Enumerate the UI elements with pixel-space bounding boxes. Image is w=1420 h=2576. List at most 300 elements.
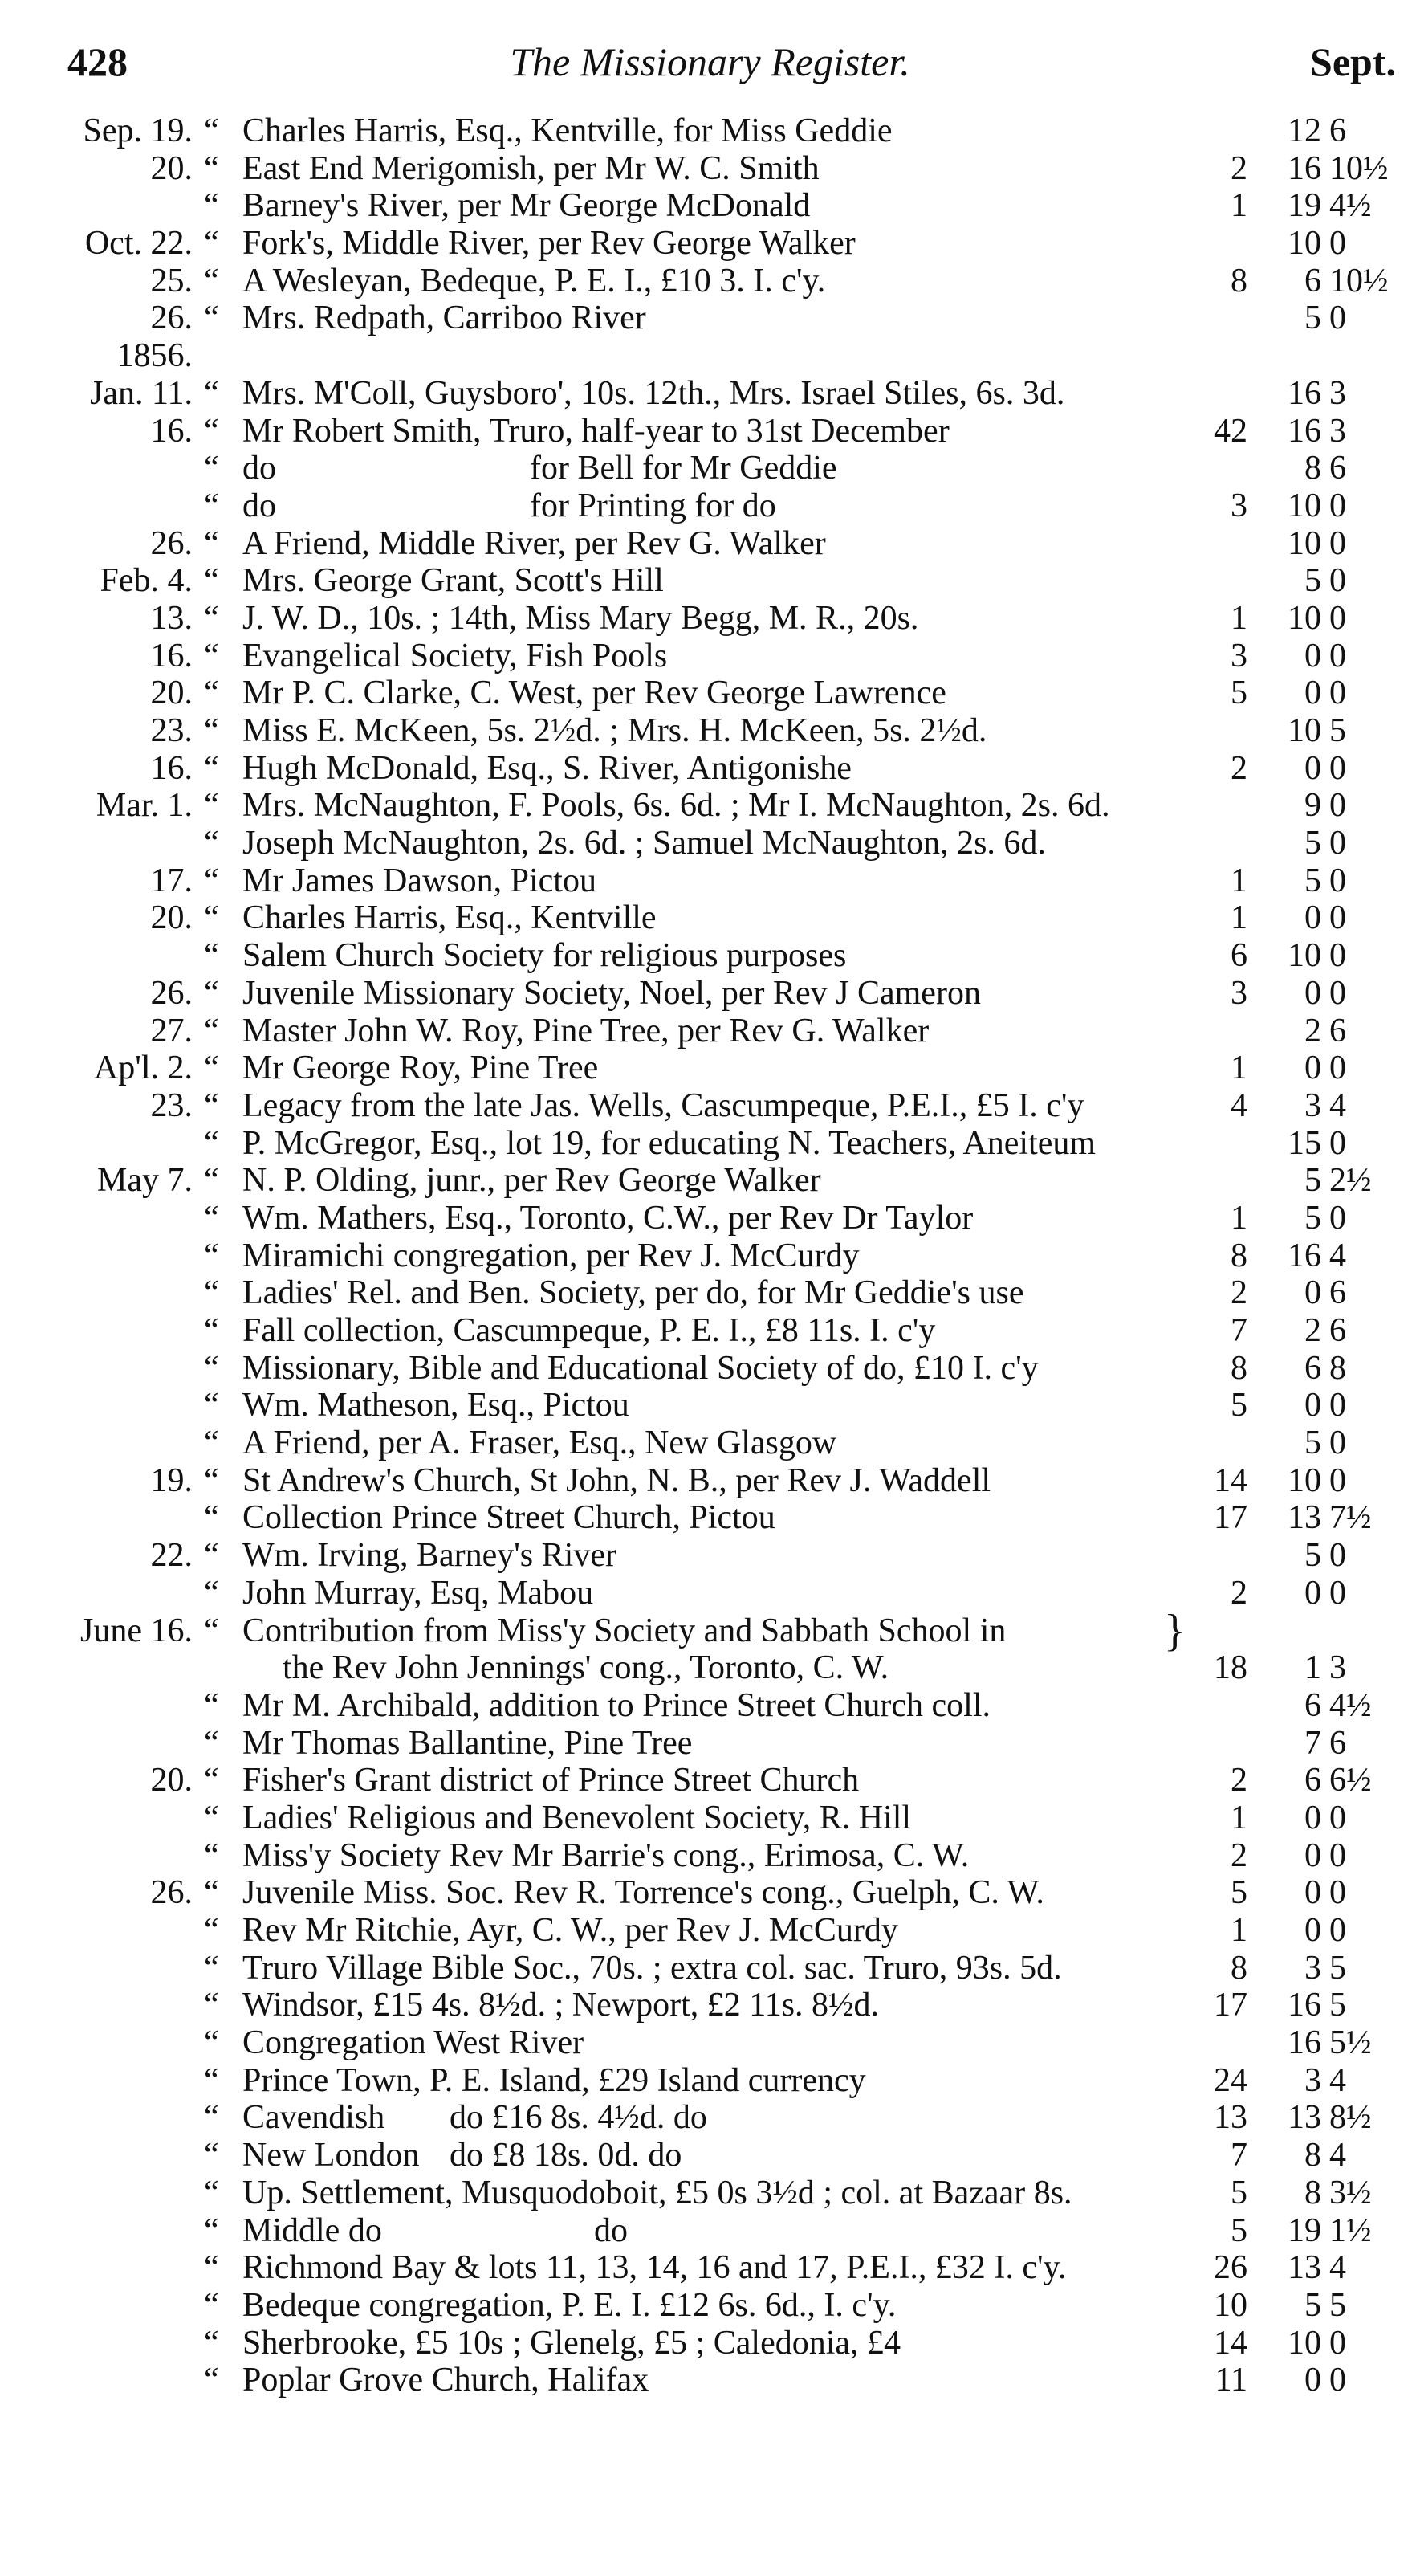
entry-date: 20. [150,675,193,712]
amount-pence: 6 [1329,1312,1346,1349]
amount-pence: 0 [1329,1836,1346,1874]
amount-pounds: 5 [1231,675,1247,712]
amount-pounds: 13 [1214,2099,1247,2137]
ditto-mark: “ [204,1237,219,1274]
ditto-mark: “ [204,862,219,899]
amount-pence: 5 [1329,1987,1346,2024]
amount-shillings: 15 [1288,1124,1321,1162]
ledger-row [0,225,1420,263]
amount-pounds: 2 [1231,149,1247,187]
entry-description: Charles Harris, Esq., Kentville, for Miss Geddie [242,112,893,149]
ledger-row [0,1725,1420,1763]
amount-shillings: 10 [1288,599,1321,637]
amount-pence: 10½ [1329,262,1389,300]
entry-description: East End Merigomish, per Mr W. C. Smith [242,149,820,187]
amount-pence: 0 [1329,749,1346,787]
ledger-row [0,1387,1420,1425]
entry-date: 26. [150,974,193,1012]
amount-shillings: 0 [1304,1799,1321,1836]
entry-description: Richmond Bay & lots 11, 13, 14, 16 and 17, P.E.I., £32 I. c'y. [242,2249,1067,2287]
amount-pounds: 1 [1231,1050,1247,1087]
amount-shillings: 0 [1304,1836,1321,1874]
ledger-row [0,2212,1420,2250]
ledger-row [0,1800,1420,1837]
amount-pounds: 3 [1231,974,1247,1012]
amount-shillings: 0 [1304,1874,1321,1912]
entry-description: Mrs. Redpath, Carriboo River [242,300,646,337]
ditto-mark: “ [204,412,219,450]
entry-date: Sep. 19. [83,112,193,149]
ditto-mark: “ [204,637,219,675]
ledger-row [0,2325,1420,2362]
amount-pence: 0 [1329,300,1346,337]
amount-pence: 0 [1329,1199,1346,1237]
ledger-row [0,1462,1420,1500]
amount-pence: 0 [1329,825,1346,862]
amount-shillings: 16 [1288,1987,1321,2024]
amount-pounds: 17 [1214,1499,1247,1537]
entry-description: Charles Harris, Esq., Kentville [242,899,657,937]
entry-description: N. P. Olding, junr., per Rev George Walker [242,1162,821,1200]
ditto-mark: “ [204,1124,219,1162]
entry-description: Barney's River, per Mr George McDonald [242,187,811,225]
amount-pence: 3 [1329,1649,1346,1687]
amount-pence: 6 [1329,450,1346,487]
ditto-mark: “ [204,562,219,600]
amount-shillings: 1 [1304,1649,1321,1687]
entry-description: Wm. Matheson, Esq., Pictou [242,1387,629,1425]
ditto-mark: “ [204,2249,219,2287]
running-title: The Missionary Register. [510,39,910,84]
ditto-mark: “ [204,787,219,825]
amount-pence: 5 [1329,712,1346,749]
entry-date: 22. [150,1537,193,1575]
amount-shillings: 0 [1304,675,1321,712]
ledger-row [0,1762,1420,1800]
amount-pence: 4½ [1329,1686,1372,1724]
amount-pounds: 3 [1231,637,1247,675]
amount-pounds: 4 [1231,1086,1247,1124]
contributions-ledger [0,112,1420,2399]
entry-description: Miramichi congregation, per Rev J. McCurdy [242,1237,860,1274]
ditto-mark: “ [204,262,219,300]
ledger-row [0,1837,1420,1875]
ledger-row [0,1649,1420,1687]
entry-description: Juvenile Miss. Soc. Rev R. Torrence's cong., Guelph, C. W. [242,1874,1044,1912]
amount-shillings: 16 [1288,149,1321,187]
amount-pounds: 14 [1214,2324,1247,2362]
amount-shillings: 5 [1304,825,1321,862]
amount-shillings: 5 [1304,2286,1321,2324]
amount-pounds: 18 [1214,1649,1247,1687]
entry-description: Joseph McNaughton, 2s. 6d. ; Samuel McNaughton, 2s. 6d. [242,825,1046,862]
amount-pence: 6½ [1329,1762,1372,1800]
ledger-row [0,1425,1420,1462]
ditto-mark: “ [204,487,219,524]
amount-shillings: 8 [1304,2137,1321,2175]
amount-pence: 4 [1329,1237,1346,1274]
amount-pence: 0 [1329,487,1346,524]
entry-description: Contribution from Miss'y Society and Sabbath School in [242,1612,1007,1649]
amount-shillings: 13 [1288,1499,1321,1537]
entry-date: Mar. 1. [96,787,193,825]
ditto-mark: “ [204,1612,219,1649]
entry-description: Truro Village Bible Soc., 70s. ; extra col. sac. Truro, 93s. 5d. [242,1949,1062,1987]
amount-pence: 0 [1329,1537,1346,1575]
ditto-mark: “ [204,2137,219,2175]
amount-pence: 1½ [1329,2211,1372,2249]
brace-mark: } [1164,1605,1186,1656]
ledger-row [0,413,1420,450]
ledger-row [0,1350,1420,1388]
ditto-mark: “ [204,2211,219,2249]
amount-pounds: 2 [1231,1836,1247,1874]
entry-description: do [242,487,276,524]
amount-pence: 6 [1329,1724,1346,1762]
ditto-mark: “ [204,1762,219,1800]
ledger-row [0,263,1420,300]
entry-description-continued: do £16 8s. 4½d. do [450,2099,707,2137]
ledger-row [0,2287,1420,2325]
entry-description: Rev Mr Ritchie, Ayr, C. W., per Rev J. McCurdy [242,1912,898,1949]
ledger-row [0,750,1420,788]
ditto-mark: “ [204,225,219,263]
amount-pounds: 1 [1231,862,1247,899]
entry-date: 16. [150,637,193,675]
ditto-mark: “ [204,450,219,487]
amount-shillings: 0 [1304,637,1321,675]
amount-pounds: 1 [1231,1912,1247,1949]
entry-description: Evangelical Society, Fish Pools [242,637,668,675]
entry-description: Mr George Roy, Pine Tree [242,1050,599,1087]
entry-description: Fisher's Grant district of Prince Street Church [242,1762,860,1800]
amount-shillings: 10 [1288,524,1321,562]
amount-pence: 5 [1329,1949,1346,1987]
entry-date: 19. [150,1461,193,1499]
entry-date: 1856. [116,337,193,375]
entry-date: 26. [150,1874,193,1912]
amount-shillings: 0 [1304,2362,1321,2399]
amount-pence: 0 [1329,974,1346,1012]
entry-description-continued: for Bell for Mr Geddie [530,450,837,487]
ledger-row [0,562,1420,600]
entry-description: Mr Thomas Ballantine, Pine Tree [242,1724,693,1762]
entry-description: Middle do [242,2211,382,2249]
ditto-mark: “ [204,300,219,337]
amount-shillings: 16 [1288,1237,1321,1274]
amount-pence: 0 [1329,599,1346,637]
amount-shillings: 5 [1304,862,1321,899]
entry-description: Hugh McDonald, Esq., S. River, Antigonishe [242,749,852,787]
ledger-row [0,600,1420,638]
amount-pence: 3 [1329,374,1346,412]
entry-description: Collection Prince Street Church, Pictou [242,1499,775,1537]
amount-pounds: 8 [1231,262,1247,300]
amount-pounds: 5 [1231,1874,1247,1912]
amount-pounds: 1 [1231,1799,1247,1836]
amount-shillings: 8 [1304,2174,1321,2211]
ledger-row [0,1605,1420,1656]
ledger-row [0,1312,1420,1350]
entry-description: St Andrew's Church, St John, N. B., per Rev J. Waddell [242,1461,991,1499]
entry-description: Master John W. Roy, Pine Tree, per Rev G. Walker [242,1012,930,1050]
amount-pounds: 26 [1214,2249,1247,2287]
entry-description: Mr P. C. Clarke, C. West, per Rev George Lawrence [242,675,946,712]
ditto-mark: “ [204,599,219,637]
entry-date: 16. [150,412,193,450]
entry-date: Ap'l. 2. [93,1050,193,1087]
ledger-row [0,2249,1420,2287]
amount-pounds: 3 [1231,487,1247,524]
amount-shillings: 0 [1304,1912,1321,1949]
amount-pounds: 5 [1231,2174,1247,2211]
ditto-mark: “ [204,112,219,149]
amount-shillings: 19 [1288,187,1321,225]
amount-pence: 0 [1329,899,1346,937]
ledger-row [0,300,1420,337]
entry-description: Prince Town, P. E. Island, £29 Island currency [242,2061,866,2099]
ledger-row [0,975,1420,1013]
entry-description: Mr James Dawson, Pictou [242,862,596,899]
entry-description: A Friend, Middle River, per Rev G. Walker [242,524,826,562]
amount-shillings: 0 [1304,1050,1321,1087]
amount-pence: 4 [1329,2249,1346,2287]
amount-pounds: 2 [1231,749,1247,787]
entry-description: Congregation West River [242,2024,584,2062]
amount-pence: 3 [1329,412,1346,450]
ledger-row [0,1050,1420,1087]
entry-date: 25. [150,262,193,300]
amount-pounds: 7 [1231,1312,1247,1349]
amount-pence: 0 [1329,1874,1346,1912]
ledger-row [0,638,1420,675]
amount-pence: 0 [1329,937,1346,975]
entry-description: Wm. Irving, Barney's River [242,1537,616,1575]
entry-description: Miss E. McKeen, 5s. 2½d. ; Mrs. H. McKeen, 5s. 2½d. [242,712,987,749]
entry-description: do [242,450,276,487]
ledger-row [0,1987,1420,2024]
entry-description: Salem Church Society for religious purposes [242,937,847,975]
amount-pence: 0 [1329,562,1346,600]
ditto-mark: “ [204,524,219,562]
amount-pounds: 6 [1231,937,1247,975]
amount-pence: 4 [1329,2061,1346,2099]
ditto-mark: “ [204,937,219,975]
amount-shillings: 10 [1288,1461,1321,1499]
entry-description: J. W. D., 10s. ; 14th, Miss Mary Begg, M. R., 20s. [242,599,919,637]
amount-shillings: 13 [1288,2249,1321,2287]
entry-date: 27. [150,1012,193,1050]
ledger-row [0,450,1420,487]
amount-pounds: 11 [1215,2362,1247,2399]
entry-description: Mr M. Archibald, addition to Prince Street Church coll. [242,1686,991,1724]
ditto-mark: “ [204,2061,219,2099]
amount-pence: 4 [1329,1086,1346,1124]
ledger-row [0,150,1420,188]
amount-shillings: 3 [1304,1086,1321,1124]
amount-pence: 0 [1329,1461,1346,1499]
ledger-row [0,1013,1420,1050]
entry-description: Mr Robert Smith, Truro, half-year to 31st December [242,412,950,450]
entry-date: 13. [150,599,193,637]
ditto-mark: “ [204,1949,219,1987]
amount-pence: 3½ [1329,2174,1372,2211]
amount-pounds: 2 [1231,1762,1247,1800]
amount-shillings: 8 [1304,450,1321,487]
amount-shillings: 3 [1304,2061,1321,2099]
page-number: 428 [67,39,128,84]
amount-pence: 5 [1329,2286,1346,2324]
ledger-row [0,712,1420,750]
ditto-mark: “ [204,1499,219,1537]
entry-description: Cavendish [242,2099,385,2137]
entry-description: Windsor, £15 4s. 8½d. ; Newport, £2 11s. 8½d. [242,1987,880,2024]
entry-description: Wm. Mathers, Esq., Toronto, C.W., per Rev Dr Taylor [242,1199,974,1237]
amount-shillings: 7 [1304,1724,1321,1762]
entry-description: Missionary, Bible and Educational Society of do, £10 I. c'y [242,1349,1039,1387]
amount-shillings: 10 [1288,712,1321,749]
amount-shillings: 0 [1304,1387,1321,1425]
amount-pounds: 8 [1231,1349,1247,1387]
ledger-row [0,1499,1420,1537]
entry-date: June 16. [80,1612,193,1649]
ditto-mark: “ [204,1724,219,1762]
ledger-row [0,1200,1420,1237]
ditto-mark: “ [204,1874,219,1912]
amount-pounds: 42 [1214,412,1247,450]
entry-description: Up. Settlement, Musquodoboit, £5 0s 3½d ; col. at Bazaar 8s. [242,2174,1072,2211]
entry-date: 20. [150,1762,193,1800]
ledger-row [0,675,1420,712]
ditto-mark: “ [204,2362,219,2399]
ditto-mark: “ [204,1312,219,1349]
ledger-row [0,787,1420,825]
amount-pence: 0 [1329,1574,1346,1612]
entry-date: 16. [150,749,193,787]
entry-date: 17. [150,862,193,899]
amount-shillings: 5 [1304,1162,1321,1200]
amount-pounds: 1 [1231,899,1247,937]
entry-description: the Rev John Jennings' cong., Toronto, C. W. [283,1649,889,1687]
amount-shillings: 5 [1304,1425,1321,1462]
ditto-mark: “ [204,1050,219,1087]
entry-description: Mrs. George Grant, Scott's Hill [242,562,664,600]
entry-description: Bedeque congregation, P. E. I. £12 6s. 6d., I. c'y. [242,2286,897,2324]
amount-shillings: 0 [1304,1574,1321,1612]
amount-pence: 0 [1329,1050,1346,1087]
entry-description: Fall collection, Cascumpeque, P. E. I., £8 11s. I. c'y [242,1312,936,1349]
amount-pounds: 1 [1231,187,1247,225]
amount-pence: 6 [1329,1012,1346,1050]
entry-date: 20. [150,149,193,187]
entry-description: Fork's, Middle River, per Rev George Walker [242,225,856,263]
ditto-mark: “ [204,1987,219,2024]
amount-shillings: 13 [1288,2099,1321,2137]
amount-shillings: 10 [1288,2324,1321,2362]
ditto-mark: “ [204,1799,219,1836]
amount-shillings: 10 [1288,487,1321,524]
amount-pounds: 17 [1214,1987,1247,2024]
amount-shillings: 6 [1304,1686,1321,1724]
entry-description: New London [242,2137,420,2175]
amount-pence: 0 [1329,675,1346,712]
ledger-row [0,1912,1420,1950]
entry-description: Legacy from the late Jas. Wells, Cascumpeque, P.E.I., £5 I. c'y [242,1086,1084,1124]
ledger-row [0,862,1420,900]
entry-date: 23. [150,712,193,749]
ditto-mark: “ [204,825,219,862]
amount-shillings: 0 [1304,1274,1321,1312]
ledger-row [0,1087,1420,1125]
amount-pounds: 10 [1214,2286,1247,2324]
ditto-mark: “ [204,1349,219,1387]
amount-pence: 8 [1329,1349,1346,1387]
amount-pence: 7½ [1329,1499,1372,1537]
amount-pence: 0 [1329,2324,1346,2362]
ledger-row [0,2099,1420,2137]
amount-pence: 4½ [1329,187,1372,225]
entry-description-continued: for Printing for do [530,487,776,524]
amount-shillings: 6 [1304,1762,1321,1800]
amount-shillings: 2 [1304,1012,1321,1050]
ditto-mark: “ [204,1686,219,1724]
ledger-row [0,1162,1420,1200]
ledger-row [0,899,1420,937]
entry-description: Miss'y Society Rev Mr Barrie's cong., Erimosa, C. W. [242,1836,970,1874]
ditto-mark: “ [204,187,219,225]
entry-description: Poplar Grove Church, Halifax [242,2362,649,2399]
amount-shillings: 0 [1304,974,1321,1012]
amount-pence: 0 [1329,1425,1346,1462]
entry-date: 20. [150,899,193,937]
amount-shillings: 0 [1304,899,1321,937]
ledger-row [0,825,1420,862]
ledger-row [0,1687,1420,1725]
amount-pence: 0 [1329,637,1346,675]
entry-date: 26. [150,300,193,337]
amount-pounds: 8 [1231,1949,1247,1987]
ledger-row [0,937,1420,975]
entry-description: Mrs. M'Coll, Guysboro', 10s. 12th., Mrs. Israel Stiles, 6s. 3d. [242,374,1065,412]
entry-date: Feb. 4. [100,562,193,600]
ledger-row [0,1575,1420,1612]
ledger-row [0,187,1420,225]
ditto-mark: “ [204,1574,219,1612]
amount-pounds: 24 [1214,2061,1247,2099]
ledger-row [0,487,1420,525]
amount-shillings: 5 [1304,1537,1321,1575]
ledger-row [0,1274,1420,1312]
ledger-row [0,2137,1420,2175]
ledger-row [0,2362,1420,2399]
entry-description: P. McGregor, Esq., lot 19, for educating N. Teachers, Aneiteum [242,1124,1097,1162]
amount-pence: 6 [1329,1274,1346,1312]
ditto-mark: “ [204,1537,219,1575]
amount-pounds: 5 [1231,1387,1247,1425]
entry-description: A Friend, per A. Fraser, Esq., New Glasgow [242,1425,837,1462]
amount-pounds: 2 [1231,1574,1247,1612]
amount-shillings: 5 [1304,1199,1321,1237]
ledger-row [0,525,1420,563]
amount-pence: 0 [1329,787,1346,825]
amount-shillings: 10 [1288,937,1321,975]
ditto-mark: “ [204,1387,219,1425]
amount-pence: 5½ [1329,2024,1372,2062]
amount-pence: 4 [1329,2137,1346,2175]
ledger-row [0,2062,1420,2100]
amount-shillings: 6 [1304,1349,1321,1387]
amount-shillings: 2 [1304,1312,1321,1349]
